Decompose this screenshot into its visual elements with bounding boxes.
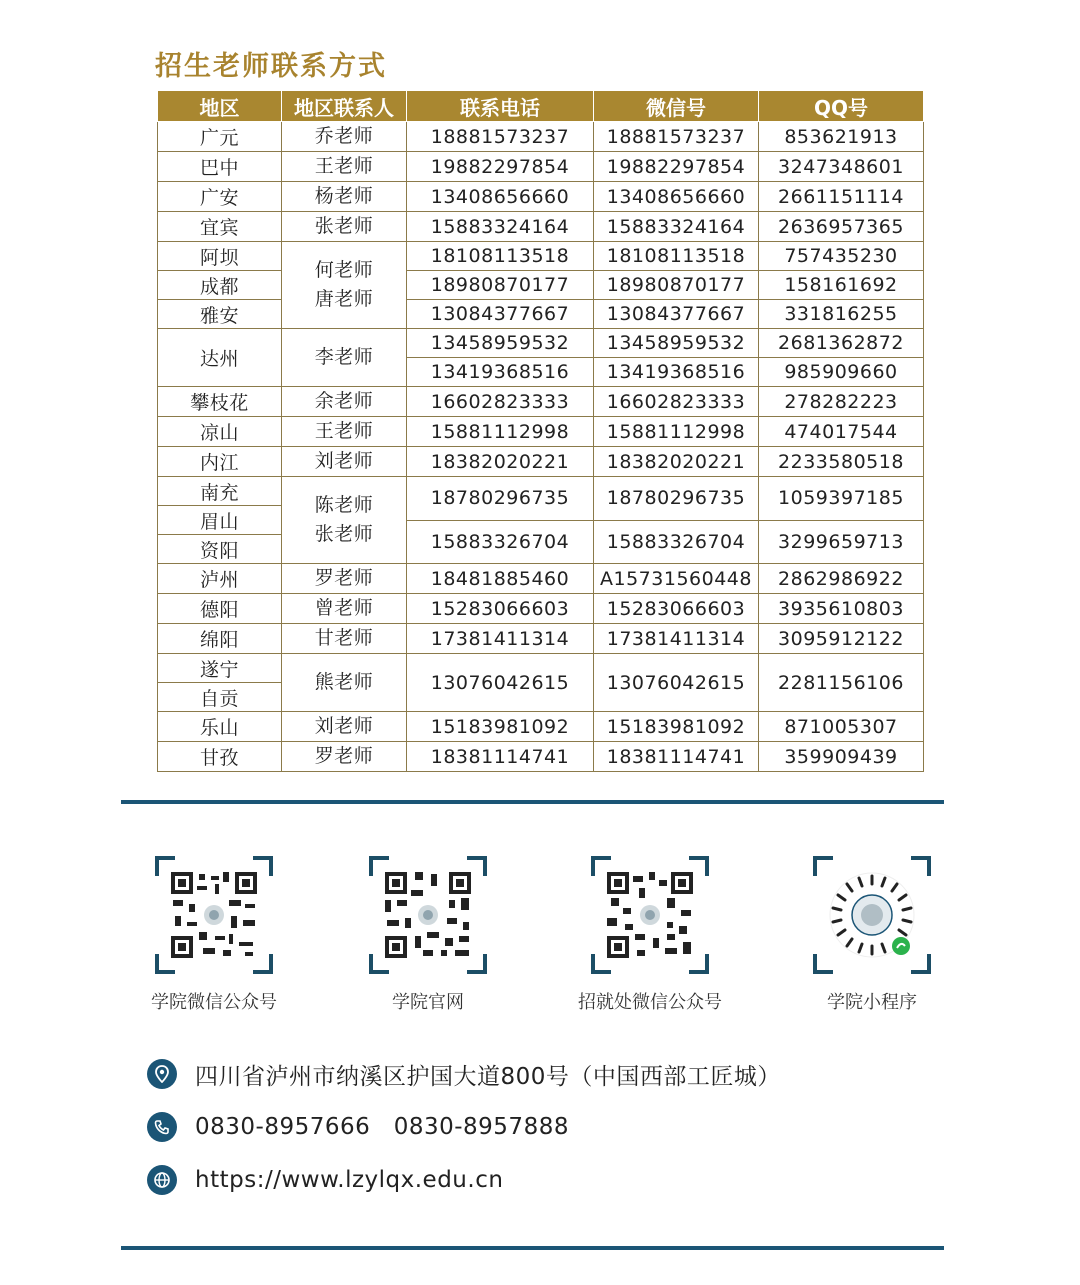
contact-name: 王老师 [314,155,374,177]
contact-name: 甘老师 [314,627,374,649]
table-row [158,271,924,300]
phone-cell: 13076042615 [407,654,594,712]
table-row [158,212,924,242]
region-cell: 攀枝花 [158,387,282,417]
region-cell: 阿坝 [158,242,282,271]
region-cell: 雅安 [158,300,282,329]
contact-name: 唐老师 [314,288,374,310]
phone-cell: 13458959532 [407,329,594,358]
contact-cell [282,654,407,712]
qq-cell: 871005307 [759,712,924,742]
qq-cell: 3299659713 [759,520,924,564]
qr-code-icon [591,856,709,974]
region-cell: 眉山 [158,506,282,535]
location-pin-icon [147,1059,177,1089]
header-phone: 联系电话 [407,91,594,122]
qq-cell: 331816255 [759,300,924,329]
table-row [158,477,924,492]
contact-cell [282,152,407,182]
table-row [158,300,924,329]
globe-icon [147,1165,177,1195]
header-contact: 地区联系人 [282,91,407,122]
phone-cell: 13084377667 [407,300,594,329]
region-cell: 广安 [158,182,282,212]
region-cell: 甘孜 [158,742,282,772]
wechat-cell: 17381411314 [594,624,759,654]
contact-name: 张老师 [314,523,374,545]
phone-text: 0830-8957666 0830-8957888 [195,1114,569,1140]
phone-cell: 18881573237 [407,122,594,152]
wechat-cell: 15881112998 [594,417,759,447]
qq-cell: 278282223 [759,387,924,417]
contact-cell [282,742,407,772]
contact-cell [282,122,407,152]
wechat-cell: 18881573237 [594,122,759,152]
qr-employment-wechat [550,856,750,1014]
contact-name: 李老师 [314,346,374,368]
mini-program-code-icon [813,856,931,974]
contact-name: 陈老师 [314,494,374,516]
contact-cell [282,387,407,417]
table-row [158,712,924,742]
region-cell: 资阳 [158,535,282,564]
region-cell: 内江 [158,447,282,477]
qq-cell: 3247348601 [759,152,924,182]
table-row [158,417,924,447]
phone-cell: 13419368516 [407,358,594,387]
table-row [158,742,924,772]
qq-cell: 2862986922 [759,564,924,594]
wechat-cell: 18780296735 [594,477,759,521]
qr-label: 学院官网 [392,992,464,1013]
qq-cell: 985909660 [759,358,924,387]
qr-website [328,856,528,1014]
contact-name: 杨老师 [314,185,374,207]
qr-code-icon [369,856,487,974]
qq-cell: 3935610803 [759,594,924,624]
region-cell: 广元 [158,122,282,152]
contact-name: 刘老师 [314,450,374,472]
contact-name: 何老师 [314,259,374,281]
contact-name: 乔老师 [314,125,374,147]
contact-cell [282,477,407,564]
contact-name: 罗老师 [314,745,374,767]
contact-name: 罗老师 [314,567,374,589]
wechat-cell: 16602823333 [594,387,759,417]
contact-name: 熊老师 [314,671,374,693]
table-row [158,624,924,654]
header-qq: QQ号 [759,91,924,122]
phone-cell: 17381411314 [407,624,594,654]
contact-name: 刘老师 [314,715,374,737]
wechat-cell: 15283066603 [594,594,759,624]
bottom-divider [121,1246,944,1250]
qr-code-icon [155,856,273,974]
region-cell: 巴中 [158,152,282,182]
region-cell: 绵阳 [158,624,282,654]
phone-cell: 15283066603 [407,594,594,624]
qq-cell: 757435230 [759,242,924,271]
table-row [158,182,924,212]
wechat-cell: 13076042615 [594,654,759,712]
wechat-cell: A15731560448 [594,564,759,594]
phone-cell: 18382020221 [407,447,594,477]
contact-cell [282,447,407,477]
phone-row [147,1110,569,1144]
phone-cell: 15883324164 [407,212,594,242]
qq-cell: 1059397185 [759,477,924,521]
qq-cell: 2636957365 [759,212,924,242]
top-divider [121,800,944,804]
qq-cell: 3095912122 [759,624,924,654]
wechat-cell: 18108113518 [594,242,759,271]
phone-cell: 18980870177 [407,271,594,300]
contact-cell [282,624,407,654]
phone-cell: 18381114741 [407,742,594,772]
region-cell: 德阳 [158,594,282,624]
region-cell: 乐山 [158,712,282,742]
contact-name: 王老师 [314,420,374,442]
table-row [158,242,924,271]
contact-cell [282,242,407,329]
qr-label: 学院微信公众号 [151,992,277,1013]
address-text: 四川省泸州市纳溪区护国大道800号（中国西部工匠城） [195,1063,781,1090]
contact-cell [282,564,407,594]
wechat-cell: 13458959532 [594,329,759,358]
qq-cell: 2281156106 [759,654,924,712]
region-cell: 宜宾 [158,212,282,242]
table-row [158,564,924,594]
contact-name: 张老师 [314,215,374,237]
table-body [158,122,924,772]
header-wechat: 微信号 [594,91,759,122]
qr-mini-program [772,856,972,1014]
table-row [158,122,924,152]
table-row [158,152,924,182]
wechat-cell: 13408656660 [594,182,759,212]
qq-cell: 2681362872 [759,329,924,358]
table-row [158,387,924,417]
phone-cell: 18108113518 [407,242,594,271]
phone-cell: 15883326704 [407,520,594,564]
wechat-cell: 18382020221 [594,447,759,477]
address-row [147,1057,781,1091]
qq-cell: 853621913 [759,122,924,152]
contact-cell [282,212,407,242]
contact-cell [282,712,407,742]
wechat-cell: 15883326704 [594,520,759,564]
section-title: 招生老师联系方式 [155,51,387,82]
phone-cell: 18481885460 [407,564,594,594]
wechat-cell: 15183981092 [594,712,759,742]
region-cell: 泸州 [158,564,282,594]
contact-cell [282,329,407,387]
phone-cell: 19882297854 [407,152,594,182]
qq-cell: 474017544 [759,417,924,447]
table-row [158,329,924,358]
qq-cell: 2661151114 [759,182,924,212]
contact-name: 曾老师 [314,597,374,619]
wechat-cell: 13419368516 [594,358,759,387]
qq-cell: 2233580518 [759,447,924,477]
contacts-table [157,91,924,772]
table-row [158,654,924,683]
qq-cell: 158161692 [759,271,924,300]
contact-cell [282,182,407,212]
contact-name: 余老师 [314,390,374,412]
phone-cell: 18780296735 [407,477,594,521]
qr-label: 招就处微信公众号 [578,992,722,1013]
wechat-cell: 18381114741 [594,742,759,772]
header-region: 地区 [158,91,282,122]
wechat-cell: 19882297854 [594,152,759,182]
region-cell: 成都 [158,271,282,300]
wechat-cell: 18980870177 [594,271,759,300]
region-cell: 南充 [158,477,282,506]
wechat-cell: 13084377667 [594,300,759,329]
region-cell: 遂宁 [158,654,282,683]
region-cell: 凉山 [158,417,282,447]
table-row [158,447,924,477]
table-row [158,594,924,624]
table-header-row [158,91,924,122]
wechat-cell: 15883324164 [594,212,759,242]
contact-cell [282,594,407,624]
phone-cell: 15183981092 [407,712,594,742]
phone-cell: 13408656660 [407,182,594,212]
phone-cell: 15881112998 [407,417,594,447]
qr-label: 学院小程序 [827,992,917,1013]
region-cell: 自贡 [158,683,282,712]
phone-cell: 16602823333 [407,387,594,417]
region-cell: 达州 [158,329,282,387]
qq-cell: 359909439 [759,742,924,772]
contact-cell [282,417,407,447]
website-link[interactable]: https://www.lzylqx.edu.cn [195,1167,504,1193]
phone-icon [147,1112,177,1142]
website-row [147,1163,503,1197]
qr-wechat-official [114,856,314,1014]
